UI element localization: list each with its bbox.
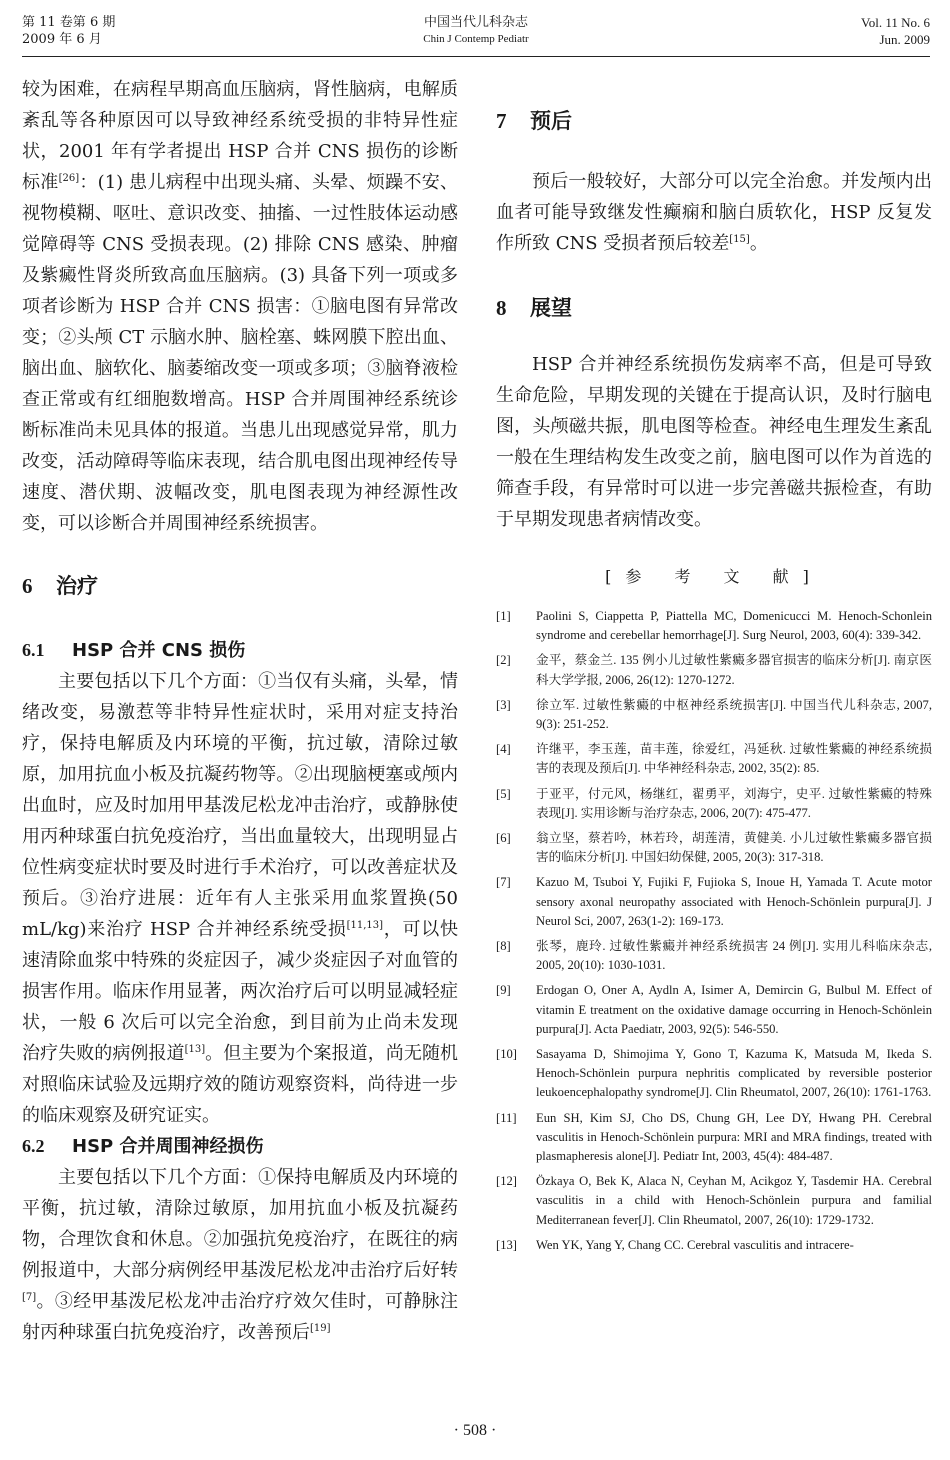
subsection-number: 6.2 — [22, 1136, 45, 1156]
reference-list — [496, 607, 932, 1255]
reference-text: Kazuo M, Tsuboi Y, Fujiki F, Fujioka S, Inoue H, Yamada T. Acute motor sensory axonal neuropathy associated with Henoch-Schönlein purpura[J]. J Neurol Sci, 2007, 263(1-2): 169-173. — [536, 875, 932, 928]
citation: [26] — [58, 173, 80, 184]
header-date-en: Jun. 2009 — [879, 32, 930, 47]
citation: [11,13] — [346, 920, 384, 931]
text-run: 主要包括以下几个方面：①当仅有头痛，头晕，情绪改变，易激惹等非特异性症状时，采用对症支持治疗，保持电解质及内环境的平衡，抗过敏，清除过敏原，加用抗血小板及抗凝药物等。②出现脑梗塞或颅内出血时，应及时加用甲基泼尼松龙冲击治疗，或静脉使用丙种球蛋白抗免疫治疗，当出血量较大，出现明显占位性病变症状时要及时进行手术治疗，可以改善症状及预后。③治疗进展：近年有人主张采用血浆置换(50 mL/kg)来治疗 HSP 合并神经系统受损 — [22, 671, 458, 940]
citation: [15] — [729, 234, 750, 245]
reference-text: 徐立军. 过敏性紫癜的中枢神经系统损害[J]. 中国当代儿科杂志, 2007, 9(3): 251-252. — [536, 697, 932, 732]
text-run: 。③经甲基泼尼松龙冲击治疗疗效欠佳时，可静脉注射丙种球蛋白抗免疫治疗，改善预后 — [22, 1291, 458, 1343]
reference-text: Eun SH, Kim SJ, Cho DS, Chung GH, Lee DY, Hwang PH. Cerebral vasculitis in Henoch-Schönlein purpura: MRI and MRA findings, treated with plasmapheresis alone[J]. Pediatr Int, 2003, 45(4): 484-487. — [536, 1110, 932, 1164]
reference-text: Wen YK, Yang Y, Chang CC. Cerebral vasculitis and intracere- — [536, 1237, 854, 1252]
subsection-heading-6-2 — [22, 1131, 458, 1162]
text-run: 。 — [749, 233, 768, 254]
paragraph-cns-treatment — [22, 666, 458, 1131]
text-run: 预后一般较好，大部分可以完全治愈。并发颅内出血者可能导致继发性癫痫和脑白质软化，HSP 反复发作所致 CNS 受损者预后较差 — [496, 171, 932, 254]
section-heading-8 — [496, 293, 932, 323]
reference-text: 翁立坚，蔡若吟，林若玲，胡莲清，黄健美. 小儿过敏性紫癜多器官损害的临床分析[J]. 中国妇幼保健, 2005, 20(3): 317-318. — [536, 831, 932, 865]
references-heading: [参 考 文 献] — [605, 567, 823, 586]
paragraph-prognosis — [496, 166, 932, 259]
journal-name-en: Chin J Contemp Pediatr — [423, 33, 529, 45]
reference-number: [7] — [496, 875, 511, 890]
citation: [19] — [310, 1323, 331, 1334]
section-number: 7 — [496, 109, 507, 133]
header-date-cn: 2009 年 6 月 — [22, 32, 102, 47]
reference-item — [496, 607, 932, 645]
text-run: 。但主要为个案报道，尚无随机对照临床试验及远期疗效的随访观察资料，尚待进一步的临床观察及研究证实。 — [22, 1043, 459, 1126]
subsection-title: HSP 合并 CNS 损伤 — [72, 640, 246, 661]
reference-number: [4] — [496, 742, 511, 757]
section-number: 6 — [22, 574, 33, 598]
reference-number: [12] — [496, 1174, 517, 1189]
subsection-heading-6-1 — [22, 635, 458, 666]
reference-text: 张琴，鹿玲. 过敏性紫癜并神经系统损害 24 例[J]. 实用儿科临床杂志, 2005, 20(10): 1030-1031. — [536, 939, 932, 973]
paragraph-peripheral-treatment — [22, 1162, 458, 1348]
reference-item — [496, 740, 932, 778]
reference-item — [496, 785, 932, 823]
text-run: ：(1) 患儿病程中出现头痛、头晕、烦躁不安、视物模糊、呕吐、意识改变、抽搐、一过性肢体运动感觉障碍等 CNS 受损表现。(2) 排除 CNS 感染、肿瘤及紫癜性肾炎所致高血压脑病。(3) 具备下列一项或多项者诊断为 HSP 合并 CNS 损害：①脑电图有异常改变；②头颅 CT 示脑水肿、脑栓塞、蛛网膜下腔出血、脑出血、脑软化、脑萎缩改变一项或多项；③脑脊液检查正常或有红细胞数增高。HSP 合并周围神经系统诊断标准尚未见具体的报道。当患儿出现感觉异常，肌力改变，活动障碍等临床表现，结合肌电图出现神经传导速度、潜伏期、波幅改变，肌电图表现为神经源性改变，可以诊断合并周围神经系统损害。 — [22, 172, 459, 534]
section-heading-6 — [22, 571, 458, 601]
reference-number: [2] — [496, 653, 511, 668]
text-run: ，可以快速清除血浆中特殊的炎症因子，减少炎症因子对血管的损害作用。临床作用显著，两次治疗后可以明显减轻症状，一般 6 次后可以完全治愈，到目前为止尚未发现治疗失败的病例报道 — [22, 919, 459, 1064]
reference-item — [496, 981, 932, 1039]
subsection-title: HSP 合并周围神经损伤 — [72, 1136, 264, 1157]
header-volume-en — [861, 14, 930, 48]
left-column — [22, 74, 458, 1348]
paragraph-outlook: HSP 合并神经系统损伤发病率不高，但是可导致生命危险，早期发现的关键在于提高认识，及时行脑电图，头颅磁共振，肌电图等检查。神经电生理发生紊乱一般在生理结构发生改变之前，脑电图可以作为首选的筛查手段，有异常时可以进一步完善磁共振检查，有助于早期发现患者病情改变。 — [496, 354, 932, 530]
reference-number: [10] — [496, 1047, 517, 1062]
reference-text: Sasayama D, Shimojima Y, Gono T, Kazuma K, Matsuda M, Ikeda S. Henoch-Schönlein purpura nephritis complicated by reversible posterior leukoencephalopathy syndrome[J]. Clin Rheumatol, 2007, 26(10): 1761-1763. — [536, 1047, 932, 1100]
header-volume-issue: 第 11 卷第 6 期 — [22, 15, 116, 30]
section-title: 预后 — [530, 109, 572, 133]
reference-item — [496, 1045, 932, 1103]
reference-item — [496, 937, 932, 975]
right-column — [496, 74, 932, 1261]
reference-item — [496, 1109, 932, 1167]
reference-text: 金平，蔡金兰. 135 例小儿过敏性紫癜多器官损害的临床分析[J]. 南京医科大学学报, 2006, 26(12): 1270-1272. — [536, 653, 932, 687]
section-heading-7 — [496, 106, 932, 136]
reference-item — [496, 1172, 932, 1230]
header-journal — [22, 14, 930, 48]
reference-text: Erdogan O, Oner A, Aydln A, Isimer A, Demircin G, Bulbul M. Effect of vitamin E treatment on the oxidative damage occurring in Henoch-Schönlein purpura[J]. Acta Paediatr, 2003, 92(5): 546-550. — [536, 983, 932, 1036]
page-number: · 508 · — [453, 1422, 497, 1439]
section-number: 8 — [496, 296, 507, 320]
citation: [7] — [22, 1292, 37, 1303]
section-title: 展望 — [530, 296, 572, 320]
reference-number: [5] — [496, 786, 511, 801]
paragraph-diagnosis — [22, 74, 458, 539]
header-vol-no: Vol. 11 No. 6 — [861, 15, 930, 30]
reference-number: [9] — [496, 983, 511, 998]
reference-item — [496, 829, 932, 867]
reference-number: [13] — [496, 1237, 517, 1252]
reference-number: [1] — [496, 609, 511, 623]
running-header — [22, 14, 930, 57]
reference-number: [3] — [496, 697, 511, 712]
text-run: 主要包括以下几个方面：①保持电解质及内环境的平衡，抗过敏，清除过敏原，加用抗血小板及抗凝药物，合理饮食和休息。②加强抗免疫治疗，在既往的病例报道中，大部分病例经甲基泼尼松龙冲击治疗后好转 — [22, 1167, 458, 1281]
reference-item — [496, 1236, 932, 1255]
text-run: 较为困难，在病程早期高血压脑病，肾性脑病，电解质紊乱等各种原因可以导致神经系统受损的非特异性症状，2001 年有学者提出 HSP 合并 CNS 损伤的诊断标准 — [22, 79, 458, 193]
reference-item — [496, 696, 932, 734]
reference-number: [11] — [496, 1110, 517, 1125]
reference-text: 于亚平，付元风，杨继红，翟勇平，刘海宁，史平. 过敏性紫癜的特殊表现[J]. 实用诊断与治疗杂志, 2006, 20(7): 475-477. — [536, 786, 932, 820]
reference-number: [8] — [496, 939, 511, 954]
reference-text: Özkaya O, Bek K, Alaca N, Ceyhan M, Acikgoz Y, Tasdemir HA. Cerebral vasculitis in a child with Henoch-Schönlein purpura and familial Mediterranean fever[J]. Clin Rheumatol, 2007, 26(10): 1729-1732. — [536, 1174, 932, 1227]
reference-text: 许继平，李玉莲，苗丰莲，徐爱红，冯延秋. 过敏性紫癜的神经系统损害的表现及预后[J]. 中华神经科杂志, 2002, 35(2): 85. — [536, 742, 932, 776]
citation: [13] — [184, 1044, 206, 1055]
reference-item — [496, 651, 932, 689]
section-title: 治疗 — [56, 574, 98, 598]
reference-item — [496, 873, 932, 931]
journal-name-cn: 中国当代儿科杂志 — [423, 15, 528, 30]
reference-number: [6] — [496, 831, 511, 846]
subsection-number: 6.1 — [22, 640, 45, 660]
reference-text: Paolini S, Ciappetta P, Piattella MC, Domenicucci M. Henoch-Schonlein syndrome and cerebellar hemorrhage[J]. Surg Neurol, 2003, 60(4): 339-342. — [536, 609, 932, 643]
